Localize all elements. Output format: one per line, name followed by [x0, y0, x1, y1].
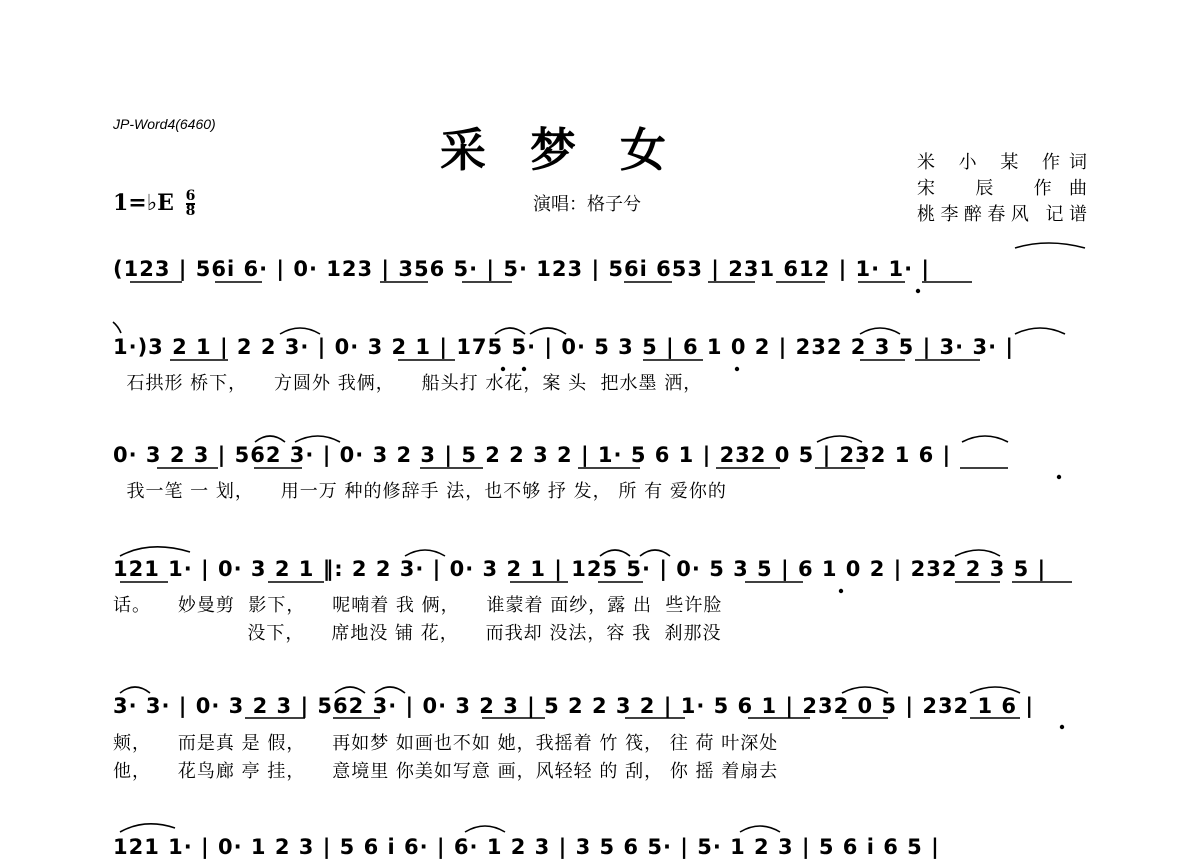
- time-signature: [186, 190, 196, 218]
- notation-row-6: 121 1· | 0· 1 2 3 | 5 6 i 6· | 6· 1 2 3 | 3 5 6 5· | 5· 1 2 3 | 5 6 i 6 5 |: [113, 835, 940, 859]
- key-label: 1=♭E: [113, 190, 174, 216]
- notation-row-3: 0· 3 2 3 | 562 3· | 0· 3 2 3 | 5 2 2 3 2 | 1· 5 6 1 | 232 0 5 | 232 1 6 |: [113, 443, 952, 467]
- lyrics-row-3-verse-1: 我一笔 一 划， 用一万 种的修辞手 法，也不够 抒 发， 所 有 爱你的: [113, 481, 727, 502]
- lyrics-row-2-verse-1: 石拱形 桥下， 方圆外 我俩， 船头打 水花，案 头 把水墨 洒，: [113, 373, 703, 394]
- tie-arc: [1015, 243, 1085, 248]
- song-title: 采梦女: [440, 123, 710, 177]
- time-signature-top: 6: [185, 188, 196, 204]
- lower-octave-dot: [916, 289, 920, 293]
- singer-label: 演唱：格子兮: [533, 194, 641, 215]
- lyrics-row-4-verse-1: 话。 妙曼剪 影下， 呢喃着 我 俩， 谁蒙着 面纱，露 出 些许脸: [113, 595, 723, 616]
- lyrics-row-5-verse-2: 他， 花鸟廊 亭 挂， 意境里 你美如写意 画，风轻轻 的 刮， 你 摇 着扇去: [113, 761, 779, 782]
- notation-row-1: (123 | 56i 6· | 0· 123 | 356 5· | 5· 123 | 56i 653 | 231 612 | 1· 1· |: [113, 257, 931, 281]
- transcriber-credit: 桃李醉春风 记谱: [917, 204, 1087, 225]
- notation-row-5: 3· 3· | 0· 3 2 3 | 562 3· | 0· 3 2 3 | 5 2 2 3 2 | 1· 5 6 1 | 232 0 5 | 232 1 6 |: [113, 694, 1034, 718]
- composer-credit: 宋 辰 作曲: [917, 178, 1087, 199]
- lyrics-row-5-verse-1: 颊， 而是真 是 假， 再如梦 如画也不如 她，我摇着 竹 筏， 往 荷 叶深处: [113, 733, 779, 754]
- time-signature-bottom: 8: [185, 203, 196, 219]
- lyrics-row-4-verse-2: 没下， 席地没 铺 花， 而我却 没法，容 我 刹那没: [113, 623, 722, 644]
- key-signature: [113, 190, 195, 218]
- notation-row-2: 1·)3 2 1 | 2 2 3· | 0· 3 2 1 | 175 5· | 0· 5 3 5 | 6 1 0 2 | 232 2 3 5 | 3· 3· |: [113, 335, 1015, 359]
- lyricist-credit: 米 小 某 作词: [917, 152, 1087, 173]
- source-label: JP-Word4(6460): [113, 116, 216, 132]
- notation-row-4: 121 1· | 0· 3 2 1 ‖: 2 2 3· | 0· 3 2 1 | 125 5· | 0· 5 3 5 | 6 1 0 2 | 232 2 3 5 |: [113, 557, 1047, 581]
- credits: [917, 150, 1087, 228]
- lower-octave-dot: [1060, 725, 1064, 729]
